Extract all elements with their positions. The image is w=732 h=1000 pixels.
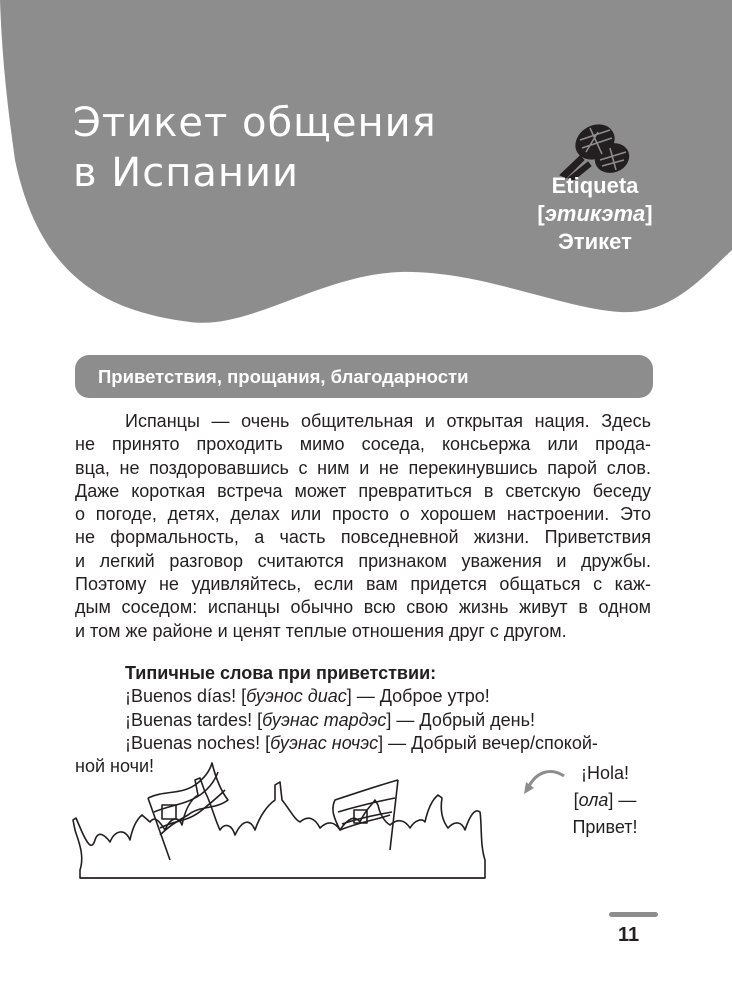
greeting-item: ¡Buenas noches! [буэнас ночэс] — Добрый вечер/спокой- [125,732,598,753]
page-number: 11 [618,924,640,946]
paragraph-line: не принято проходить мимо соседа, консьержа или прода- [75,434,651,455]
greeting-spanish: ¡Buenos días! [125,686,237,707]
greeting-russian: Добрый вечер/спокой- [411,732,598,753]
greetings-heading: Типичные слова при приветствии: [125,663,437,683]
greeting-item: ¡Buenos días! [буэнос диас] — Доброе утро! [125,686,490,707]
section-heading: Приветствия, прощания, благодарности [98,366,469,387]
greeting-russian: Доброе утро! [379,686,490,707]
greeting-transcription: буэнос диас [246,686,347,707]
paragraph-line: о погоде, детях, делах или просто о хорошем настроении. Это [75,504,651,525]
term-russian: Этикет [558,229,632,254]
term-transcription: [этикэта] [537,201,653,226]
section-heading-bar [75,355,653,398]
hola-callout [560,760,650,841]
paragraph-line: Испанцы — очень общительная и открытая нация. Здесь [125,411,651,431]
greeting-item: ¡Buenas tardes! [буэнас тардэс] — Добрый день! [125,709,535,730]
paragraph-line: дым соседом: испанцы обычно всю свою жизнь живут в одном [75,597,651,618]
title-line-2: в Испании [73,150,300,196]
maracas-icon [550,120,640,180]
page-number-bar [609,912,658,917]
crowd-with-flags-illustration [70,760,550,885]
paragraph-line: Даже короткая встреча может превратиться в светскую беседу [75,480,651,501]
paragraph-line: и легкий разговор считаются признаком уважения и дружбы. [75,550,651,571]
title-line-1: Этикет общения [73,100,437,146]
hola-transcription-line: [ола] — [573,790,637,810]
paragraph-line: вца, не поздоровавшись с ним и не перекинувшись парой слов. [75,457,651,478]
greeting-spanish: ¡Buenas tardes! [125,709,253,730]
paragraph-line: не формальность, а часть повседневной жизни. Приветствия [75,527,651,548]
body-paragraph [75,410,651,643]
greeting-russian: Добрый день! [419,709,535,730]
greeting-spanish: ¡Buenas noches! [125,732,261,753]
hola-russian: Привет! [572,817,638,837]
greeting-transcription: буэнас ночэс [270,732,379,753]
hola-spanish: ¡Hola! [580,763,629,783]
paragraph-line: Поэтому не удивляйтесь, если вам придется общаться с каж- [75,574,651,595]
greeting-continuation: ной ночи! [75,756,154,777]
greeting-transcription: буэнас тардэс [262,709,387,730]
term-box [500,172,690,256]
hola-transcription: ола [578,790,609,810]
page-title [73,98,437,198]
term-spanish: Etiqueta [551,173,639,198]
term-transcription-text: этикэта [544,201,646,226]
paragraph-line: и том же районе и ценят теплые отношения друг с другом. [75,620,567,641]
